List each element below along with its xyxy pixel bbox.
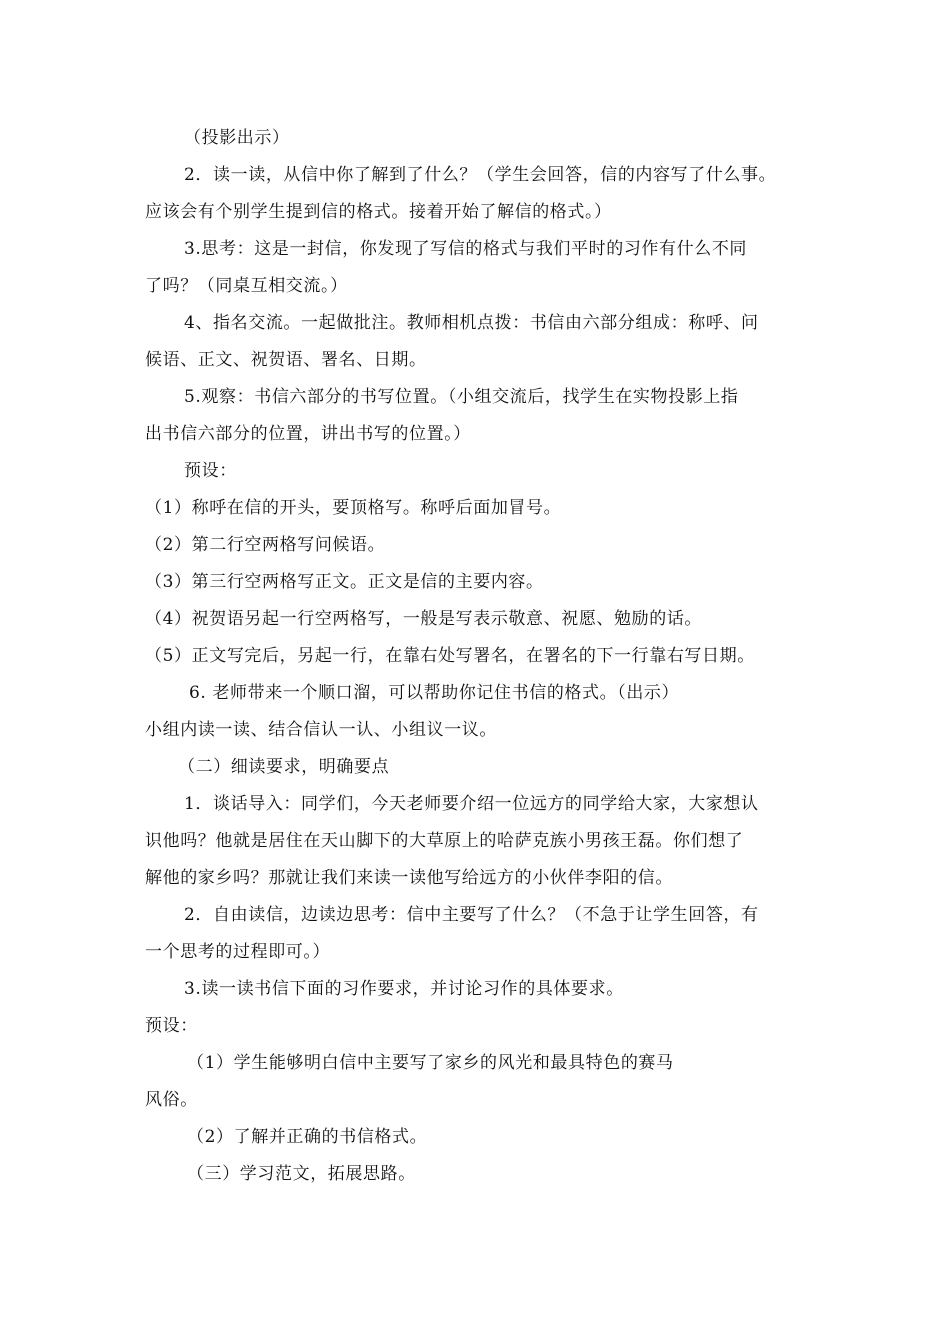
text-line: （1）称呼在信的开头，要顶格写。称呼后面加冒号。 [145, 498, 562, 518]
text-line: 预设： [184, 461, 237, 481]
text-line: （2）第二行空两格写问候语。 [145, 535, 386, 555]
text-line: 了吗？（同桌互相交流。） [145, 276, 348, 296]
text-line: 2．读一读，从信中你了解到了什么？（学生会回答，信的内容写了什么事。 [184, 165, 777, 185]
text-line: 3.思考：这是一封信，你发现了写信的格式与我们平时的习作有什么不同 [184, 239, 748, 259]
text-line: （投影出示） [184, 128, 290, 148]
text-line: 5.观察：书信六部分的书写位置。（小组交流后，找学生在实物投影上指 [184, 387, 739, 407]
text-line: 一个思考的过程即可。） [145, 942, 331, 962]
text-line: 候语、正文、祝贺语、署名、日期。 [145, 350, 427, 370]
text-line: 小组内读一读、结合信认一认、小组议一议。 [145, 720, 497, 740]
text-line: （2）了解并正确的书信格式。 [187, 1127, 428, 1147]
text-line: 1．谈话导入：同学们，今天老师要介绍一位远方的同学给大家，大家想认 [184, 794, 759, 814]
text-line: 3.读一读书信下面的习作要求，并讨论习作的具体要求。 [184, 979, 624, 999]
text-line: 预设： [145, 1016, 198, 1036]
text-line: 2．自由读信，边读边思考：信中主要写了什么？（不急于让学生回答，有 [184, 905, 759, 925]
text-line: （3）第三行空两格写正文。正文是信的主要内容。 [145, 572, 544, 592]
text-line: 6. 老师带来一个顺口溜，可以帮助你记住书信的格式。（出示） [189, 683, 680, 703]
text-line: （二）细读要求，明确要点 [178, 757, 390, 777]
text-line: （三）学习范文，拓展思路。 [187, 1164, 416, 1184]
text-line: （1）学生能够明白信中主要写了家乡的风光和最具特色的赛马 [187, 1053, 674, 1073]
text-line: 出书信六部分的位置，讲出书写的位置。） [145, 424, 471, 444]
text-line: 4、指名交流。一起做批注。教师相机点拨：书信由六部分组成：称呼、问 [184, 313, 759, 333]
text-line: 风俗。 [145, 1090, 198, 1110]
text-line: 识他吗？他就是居住在天山脚下的大草原上的哈萨克族小男孩王磊。你们想了 [145, 831, 744, 851]
text-line: （5）正文写完后，另起一行，在靠右处写署名，在署名的下一行靠右写日期。 [145, 646, 755, 666]
text-line: 应该会有个别学生提到信的格式。接着开始了解信的格式。） [145, 202, 612, 222]
text-line: （4）祝贺语另起一行空两格写，一般是写表示敬意、祝愿、勉励的话。 [145, 609, 703, 629]
text-line: 解他的家乡吗？那就让我们来读一读他写给远方的小伙伴李阳的信。 [145, 868, 673, 888]
